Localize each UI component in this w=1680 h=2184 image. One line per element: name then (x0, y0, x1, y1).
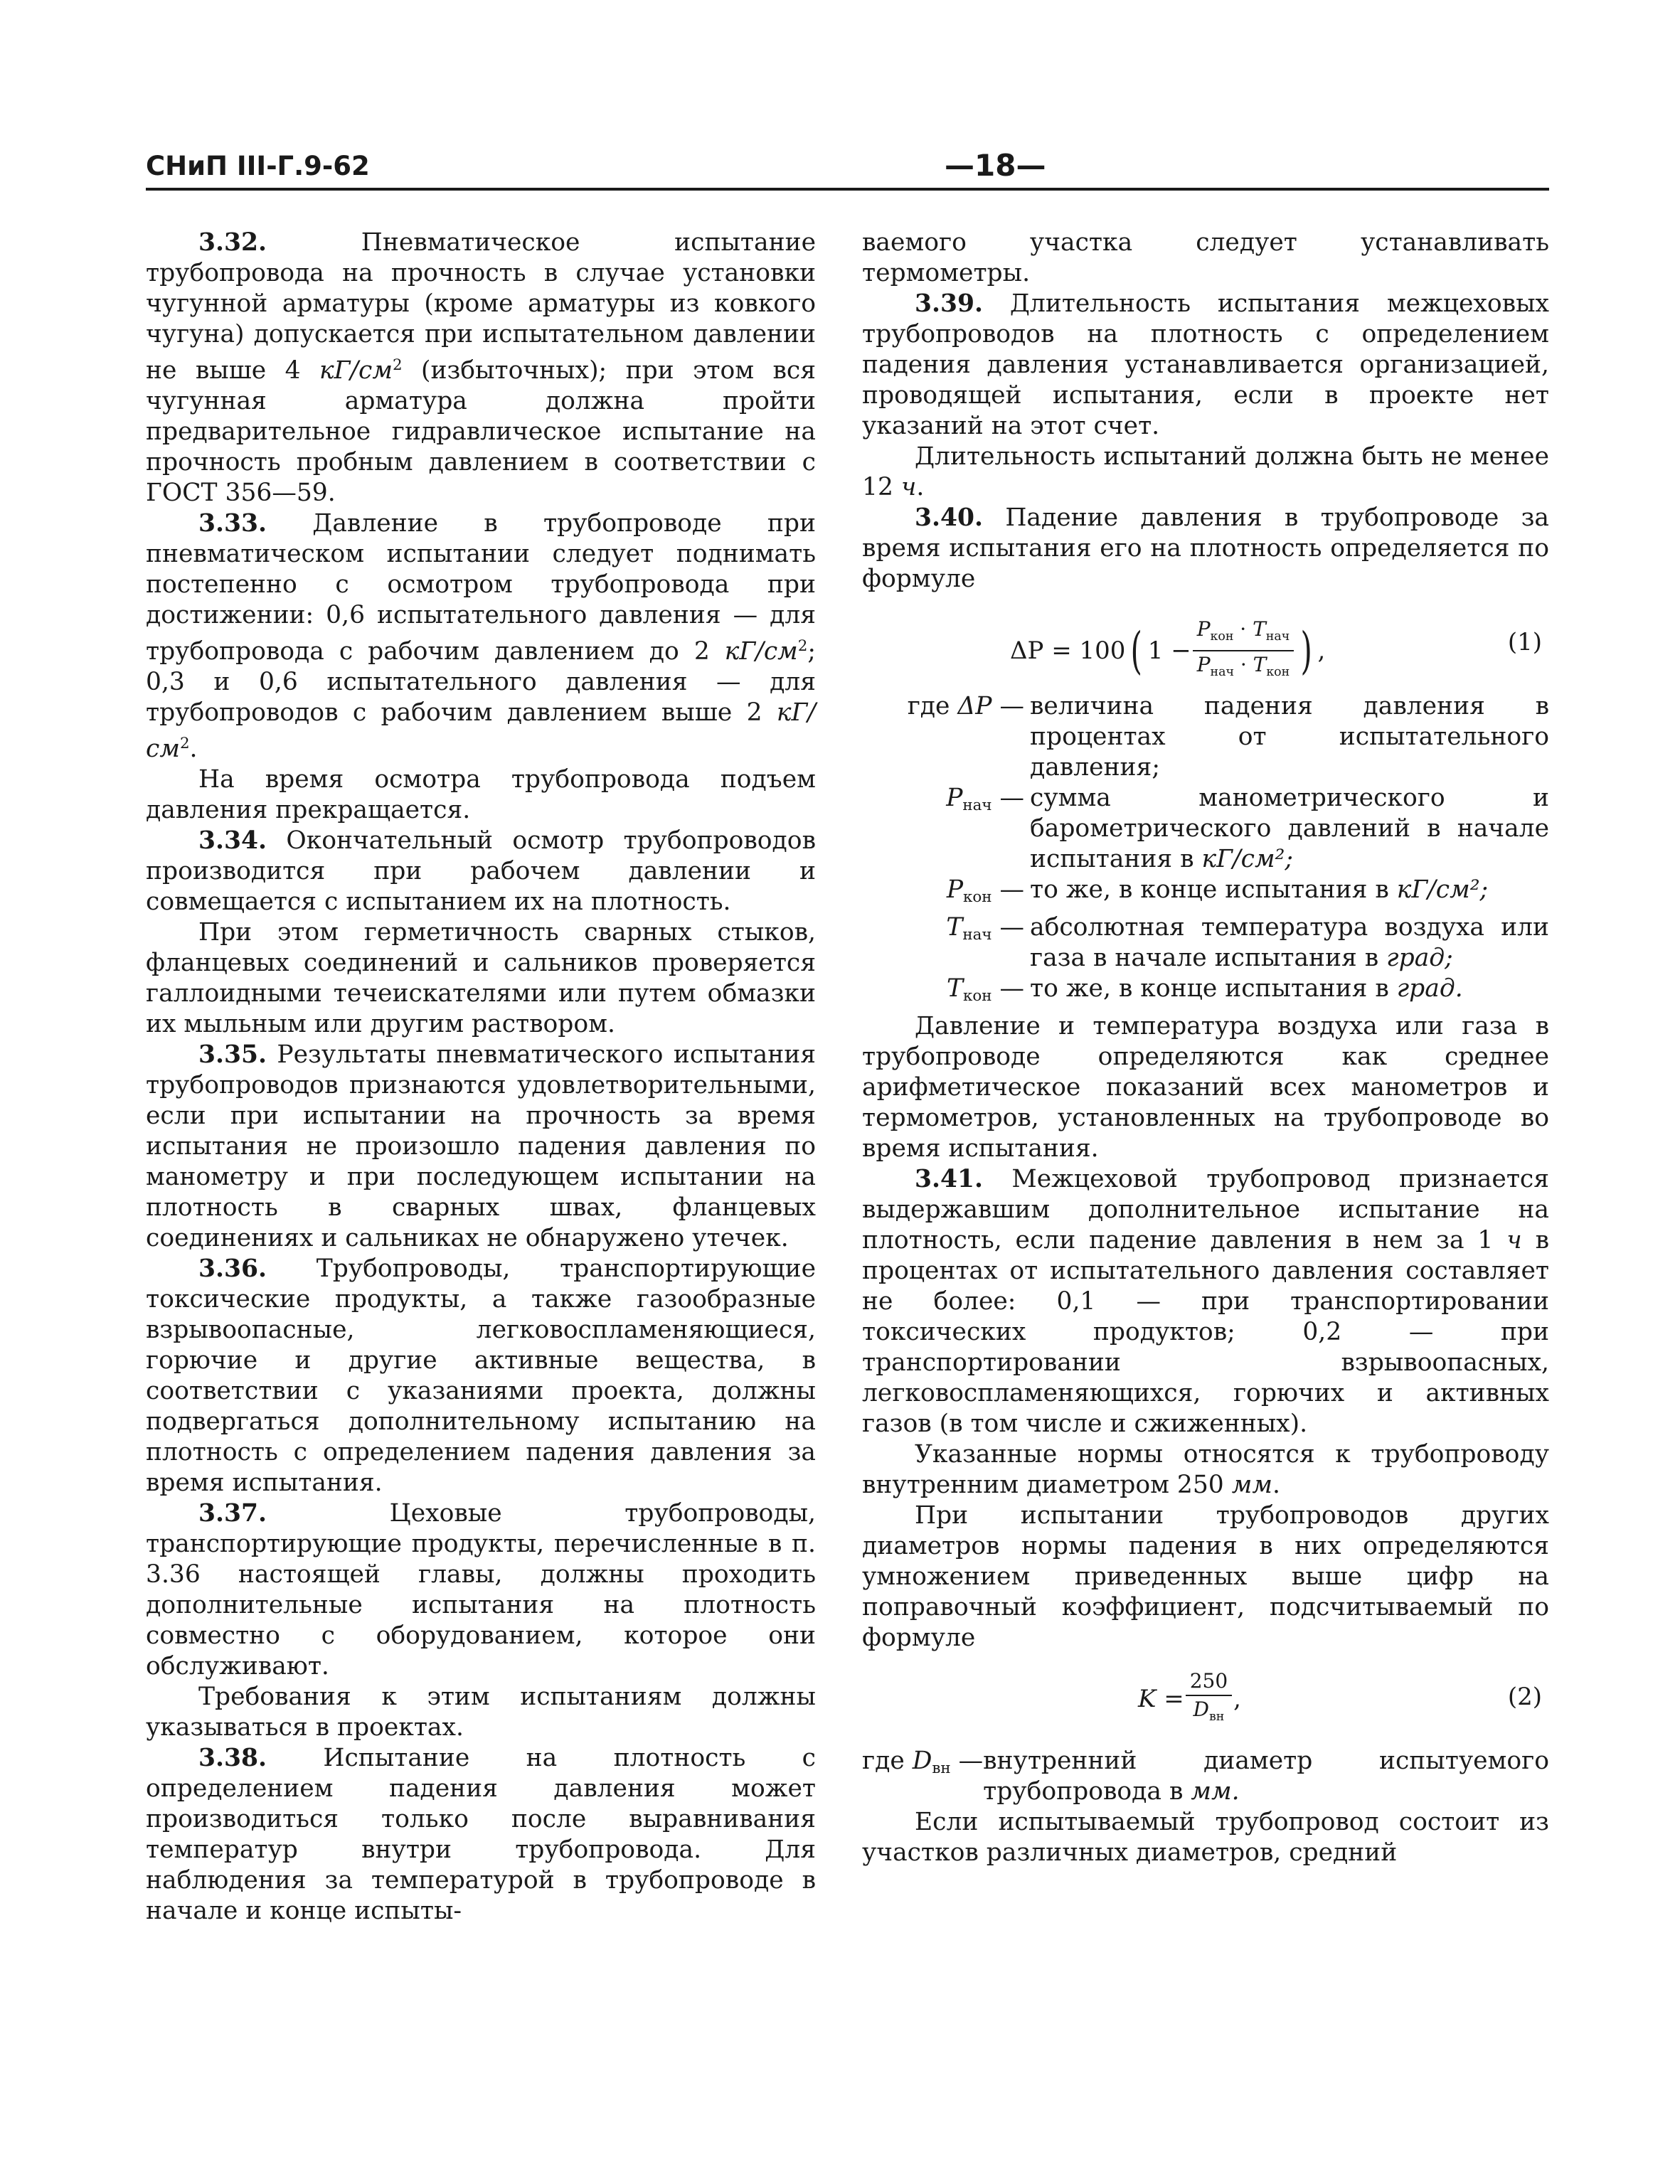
paragraph-3-40: 3.40. Падение давления в трубопроводе за время испытания его на плотность определяется по формуле (862, 504, 1549, 593)
document-code: СНиП III-Г.9-62 (146, 151, 370, 181)
paragraph-3-36: 3.36. Трубопроводы, транспортирующие токсические продукты, а также газообразные взрывоопасные, легковоспламеняющиеся, горючие и другие активные вещества, в соответствии с указаниями проекта, должны подвергаться дополнительному испытанию на плотность с определением падения давления за время испытания. (146, 1255, 816, 1497)
paragraph-3-38-continued: ваемого участка следует устанавливать термометры. (862, 228, 1549, 287)
section-number: 3.37. (198, 1499, 267, 1528)
section-number: 3.32. (198, 228, 267, 257)
paragraph-3-39: 3.39. Длительность испытания межцеховых трубопроводов на плотность с определением падения давления устанавливается организацией, проводящей испытания, если в проекте нет указаний на этот счет. (862, 289, 1549, 440)
paragraph-3-35: 3.35. Результаты пневматического испытания трубопроводов признаются удовлетворительными, если при испытании на прочность за время испытания не произошло падения давления по манометру и при последующем испытании на плотность в сварных швах, фланцевых соединениях и сальниках не обнаружено утечек. (146, 1040, 816, 1252)
page-number: —18— (945, 148, 1046, 183)
paragraph-3-41-coefficient: При испытании трубопроводов других диаметров нормы падения в них определяются умножением приведенных выше цифр на поправочный коэффициент, подсчитываемый по формуле (862, 1501, 1549, 1652)
section-number: 3.35. (198, 1040, 267, 1069)
paragraph-3-37: 3.37. Цеховые трубопроводы, транспортирующие продукты, перечисленные в п. 3.36 настоящей главы, должны проходить дополнительные испытания на плотность совместно с оборудованием, которое они обслуживают. (146, 1499, 816, 1680)
paragraph-3-33: 3.33. Давление в трубопроводе при пневматическом испытании следует поднимать постепенно с осмотром трубопровода при достижении: 0,6 испытательного давления — для трубопровода с рабочим давлением до 2 $кГ/см^2$; 0,3 и 0,6 испытательного давления — для трубопроводов с рабочим давлением выше 2 $кГ/см^2$. (146, 509, 816, 763)
section-number: 3.33. (198, 509, 267, 538)
paragraph-3-37-note: Требования к этим испытаниям должны указываться в проектах. (146, 1683, 816, 1742)
definition-row: где ΔP — величина падения давления в процентах от испытательного давления; (907, 692, 1549, 782)
section-number: 3.34. (198, 826, 267, 855)
paragraph-3-41-sections: Если испытываемый трубопровод состоит из участков различных диаметров, средний (862, 1808, 1549, 1867)
paragraph-3-39-duration: Длительность испытаний должна быть не менее 12 ч. (862, 442, 1549, 501)
page-header (146, 148, 1549, 191)
paragraph-3-41-norms: Указанные нормы относятся к трубопроводу внутренним диаметром 250 мм. (862, 1440, 1549, 1499)
definition-row: $T_{кон}$ — то же, в конце испытания в град. (947, 974, 1463, 1005)
section-number: 3.38. (198, 1744, 267, 1772)
section-number: 3.39. (915, 289, 984, 318)
paragraph-3-34-note: При этом герметичность сварных стыков, фланцевых соединений и сальников проверяется галлоидными течеискателями или путем обмазки их мыльным или другим раствором. (146, 918, 816, 1038)
formula-1-definitions (862, 691, 1549, 1011)
paragraph-3-41: 3.41. Межцеховой трубопровод признается выдержавшим дополнительное испытание на плотность, если падение давления в нем за 1 ч в процентах от испытательного давления составляет не более: 0,1 — при транспортировании токсических продуктов; 0,2 — при транспортировании взрывоопасных, легковоспламеняющихся, горючих и активных газов (в том числе и сжиженных). (862, 1165, 1550, 1438)
definition-row: $T_{нач}$ — абсолютная температура воздуха или газа в начале испытания в град; (946, 913, 1549, 972)
section-number: 3.36. (198, 1255, 267, 1283)
paragraph-3-40-note: Давление и температура воздуха или газа в трубопроводе определяются как среднее арифметическое показаний всех манометров и термометров, установленных на трубопроводе во время испытания. (862, 1012, 1549, 1163)
paragraph-3-38: 3.38. Испытание на плотность с определением падения давления может производиться только после выравнивания температур внутри трубопровода. Для наблюдения за температурой в трубопроводе в начале и конце испыты- (146, 1744, 816, 1925)
equation-number: (2) (1507, 1683, 1542, 1711)
formula-2-definition (862, 1746, 1549, 1807)
equation-number: (1) (1507, 628, 1542, 656)
right-column (862, 228, 1549, 1868)
definition-row: $P_{нач}$ — сумма манометрического и барометрического давлений в начале испытания в кГ/см²; (946, 784, 1549, 873)
formula-1: ΔP = 100 ( 1 − $\frac{P_{кон} \cdot T_{нач}}{P_{нач} \cdot T_{кон}}$ ) , (1) (862, 607, 1549, 684)
pressure-temperature-fraction: $\frac{P_{кон} \cdot T_{нач}}{P_{нач} \cdot T_{кон}}$ (1193, 617, 1294, 684)
formula-2: K = $\frac{250}{D_{вн}}$ , (2) (862, 1662, 1549, 1740)
left-column (146, 228, 816, 1927)
definition-row: $P_{кон}$ — то же, в конце испытания в кГ/см²; (946, 875, 1489, 906)
paragraph-3-34: 3.34. Окончательный осмотр трубопроводов производится при рабочем давлении и совмещается с испытанием их на плотность. (146, 826, 816, 916)
paragraph-3-33-note: На время осмотра трубопровода подъем давления прекращается. (146, 765, 816, 824)
section-number: 3.41. (915, 1165, 984, 1193)
section-number: 3.40. (915, 504, 984, 532)
paragraph-3-32: 3.32. Пневматическое испытание трубопровода на прочность в случае установки чугунной арматуры (кроме арматуры из ковкого чугуна) допускается при испытательном давлении не выше 4 $кГ/см^2$ (избыточных); при этом вся чугунная арматура должна пройти предварительное гидравлическое испытание на прочность пробным давлением в соответствии с ГОСТ 356—59. (146, 228, 817, 507)
diameter-fraction: $\frac{250}{D_{вн}}$ (1186, 1669, 1232, 1729)
definition-row: где $D_{вн}$ — внутренний диаметр испытуемого трубопровода в мм. (862, 1747, 1549, 1806)
